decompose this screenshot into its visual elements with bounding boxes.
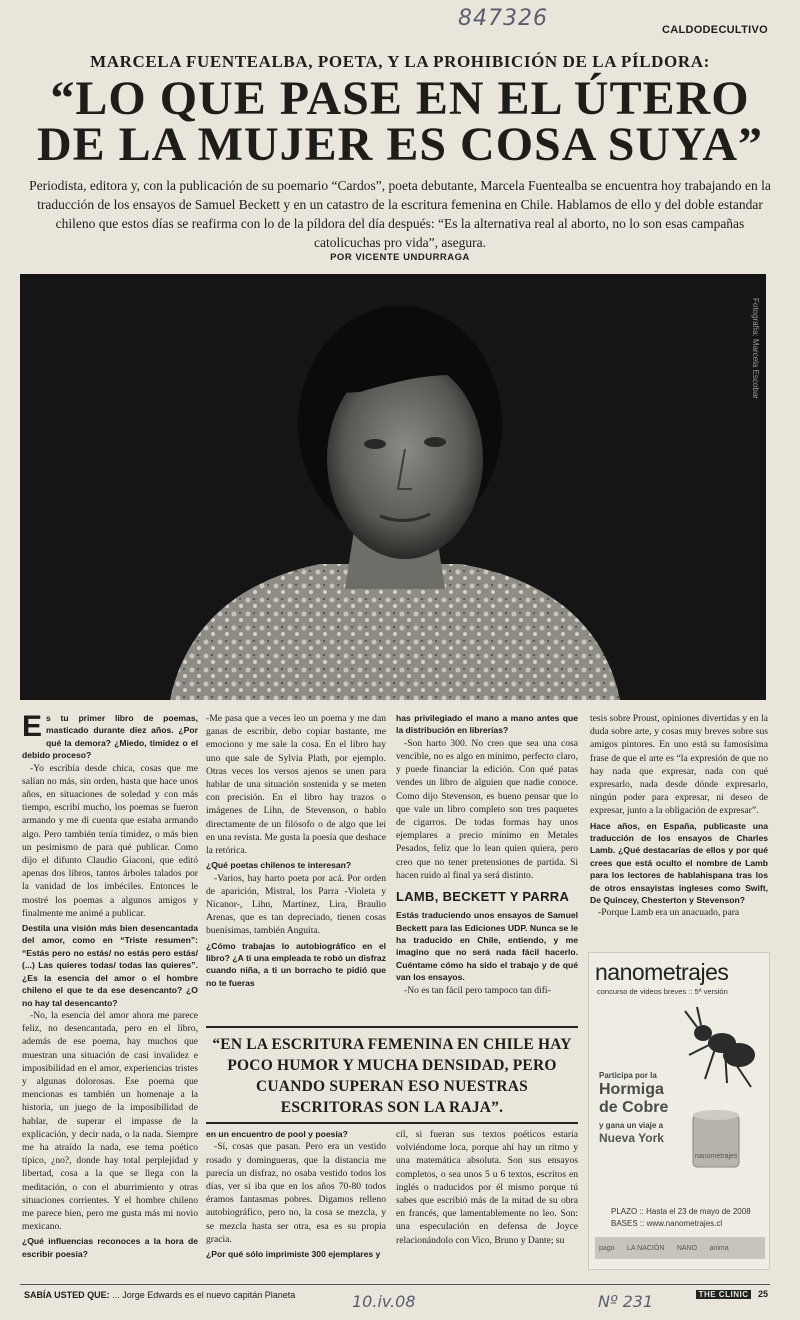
photo-credit: Fotografía: Marcela Escobar <box>751 298 760 399</box>
answer-7-lower: cil, si fueran sus textos poéticos estaría volviéndome loca, porque ahí hay un ritmo y una matemática absoluta. Son sus ensayos completos, o sea unos 5 u 6 textos, escritos en inglés o traducidos por él mismo porque tú sabes que escribió más de la mitad de su obra en francés, que lamentablemente no leo. Son: una especulación en defensa de Joyce relacionándolo con Vico, Bruno y Dante; su <box>396 1129 578 1246</box>
headline: “LO QUE PASE EN EL ÚTERO DE LA MUJER ES COSA SUYA” <box>36 72 764 171</box>
answer-6: -Son harto 300. No creo que sea una cosa vencible, no es algo en mínimo, perfecto claro, y puede financiar la edición. Con qué patas vendes un libro de alguien que nadie conoce. Como dijo Stevenson, es bueno pensar que lo que vale un libro completo son tres paquetes de cigarros. De todas formas hay unos ejemplares a precio mínimo en Metales Pesados, feliz que lo lean quien quiera, pero creo que no tener pretensiones de partida. Si hacen ruido al final ya será distinto. <box>396 737 578 881</box>
footer-trivia <box>24 1290 295 1300</box>
footer-masthead <box>696 1289 768 1299</box>
ad-trip-text: y gana un viaje a <box>599 1121 664 1130</box>
lede: Periodista, editora y, con la publicación de su poemario “Cardos”, poeta debutante, Marcela Fuentealba se encuentra hoy trabajando en la traducción de los ensayos de Samuel Beckett y en un catastro de la escritura femenina en Chile. Hablamos de ello y del doble estandar chileno que estos días se reafirma con lo de la píldora del día después: “Es la alternativa real al aborto, no lo son esas campañas catolicuchas pro vida”, asegura. <box>29 178 771 250</box>
ad-destination: Nueva York <box>599 1131 664 1145</box>
ad-subtitle: concurso de videos breves :: 5ª versión <box>597 987 728 996</box>
byline: POR VICENTE UNDURRAGA <box>330 252 470 263</box>
kicker: MARCELA FUENTEALBA, POETA, Y LA PROHIBICIÓN DE LA PÍLDORA: <box>90 52 710 71</box>
handwritten-archive-number: 847326 <box>458 6 548 31</box>
answer-7: -No es tan fácil pero tampoco tan difí- <box>404 984 551 996</box>
sponsor-logo: pago <box>599 1245 615 1252</box>
article-column-2-lower <box>206 1128 386 1260</box>
answer-1: -Yo escribía desde chica, cosas que me salían no más, sin orden, hasta que hace unos años, en situaciones de soledad y con más tiempo, escribí mucho, los poemas se fueron armando y me di cuenta que estaba armando algo. Pero también tenía timidez, o más bien un pesimismo de para qué publicar. Como dijo el difunto Claudio Giaconi, que editó apenas dos libros, tantos árboles talados por la vanidad de los imbéciles. Entonces le mostré los poemas a algunos amigos y finalmente me animé a publicar. <box>22 762 198 919</box>
ad-participa: Participa por la <box>599 1071 657 1080</box>
question-5-continued: en un encuentro de pool y poesía? <box>206 1129 348 1139</box>
dropcap: E <box>22 710 43 743</box>
portrait-photo <box>20 274 766 700</box>
question-6-continued: has privilegiado el mano a mano antes que la distribución en librerías? <box>396 713 578 736</box>
pull-quote: “EN LA ESCRITURA FEMENINA EN CHILE HAY POCO HUMOR Y MUCHA DENSIDAD, PERO CUANDO SUPERAN ESO NUESTRAS ESCRITORAS SON LA RAJA”. <box>206 1026 578 1124</box>
answer-8: -Porque Lamb era un anacuado, para <box>598 907 740 919</box>
footer-rule <box>20 1284 770 1285</box>
question-4: ¿Qué poetas chilenos te interesan? <box>206 860 352 871</box>
sponsor-logo: LA NACIÓN <box>627 1245 665 1252</box>
answer-5: -Sí, cosas que pasan. Pero era un vestido rosado y domingueras, que la distancia me parecía un disfraz, no osaba vestido todos los días, ver si iba que en los años 70-80 todos éramos fantasmas pobres. Digamos relleno autobiográfico, pero no, la cosa se mezcla, y se mezcla hasta ser otra, esa es su propia gracia. <box>206 1141 386 1245</box>
article-column-2 <box>206 712 386 989</box>
article-column-3 <box>396 712 578 997</box>
sponsor-logo: anima <box>709 1245 729 1252</box>
ad-trophy-label: nanometrajes <box>695 1153 738 1160</box>
question-1: Es tu primer libro de poemas, masticado durante diez años. ¿Por qué la demora? ¿Miedo, timidez o el debido proceso? <box>22 710 198 761</box>
question-7: Estás traduciendo unos ensayos de Samuel Beckett para las Ediciones UDP. Nunca se le ha traducido en Chile, entiendo, y me imagino que no será nada fácil hacerlo. Cuéntame cómo ha sido el trabajo y de qué van los ensayos. <box>396 910 578 983</box>
ad-prize-name: Hormiga de Cobre <box>599 1081 669 1116</box>
ad-deadline: PLAZO :: Hasta el 23 de mayo de 2008 <box>611 1207 751 1216</box>
question-8: Hace años, en España, publicaste una traducción de los ensayos de Charles Lamb. ¿Qué destacarías de ellos y por qué crees que está oculto el nombre de Lamb para los lectores de hablahispana tras los de otros ensayistas ingleses como Swift, De Quincey, Chesterton y Stevenson? <box>590 820 768 906</box>
question-2: Destila una visión más bien desencantada del amor, como en “Triste resumen”: “Estás pero no estás/ no estás pero estás/ (...) Las quieres todas/ todas las quieres”. ¿Es la esencia del amor o el hombre chileno el que te da ese desencanto? ¿O no hay tal desencanto? <box>22 923 198 1008</box>
footer-trivia-label: SABÍA USTED QUE: <box>24 1290 110 1300</box>
question-3: ¿Qué influencias reconoces a la hora de escribir poesía? <box>22 1236 198 1259</box>
portrait-illustration <box>20 274 766 700</box>
answer-4: -Varios, hay harto poeta por acá. Por orden de aparición, Mistral, los Parra -Violeta y Nicanor-, Lihn, Martínez, Lira, Braulio Arenas, que es tan depreciado, tienen cosas buenísimas, también Anguita. <box>206 872 386 937</box>
answer-7-continued: tesis sobre Proust, opiniones divertidas y en la duda sobre arte, y cosas muy breves sobre sus amigos pintores. En uno está su famosísima frase de que el arte es “la expresión de que no hay nada que expresar, nada con qué expresarlo, nada desde dónde expresarlo, ningún poder para expresar, ni deseo de expresar, junto a la obligación de expresar”. <box>590 713 768 817</box>
question-6: ¿Por qué sólo imprimiste 300 ejemplares y <box>206 1249 381 1260</box>
article-column-1 <box>22 712 198 1260</box>
question-5: ¿Cómo trabajas lo autobiográfico en el libro? ¿A ti una empleada te robó un disfraz cuando niña, a ti un borracho te pidió que no te fueras <box>206 940 386 988</box>
subheading: LAMB, BECKETT Y PARRA <box>396 889 570 905</box>
ad-brand: nanometrajes <box>595 959 729 985</box>
sponsor-logo: NANO <box>676 1245 698 1252</box>
page-number: 25 <box>757 1289 768 1299</box>
handwritten-page-note: Nº 231 <box>598 1292 654 1311</box>
handwritten-date: 10.iv.08 <box>352 1292 416 1311</box>
article-column-3-lower <box>396 1128 578 1247</box>
ad-rules-url: BASES :: www.nanometrajes.cl <box>611 1219 723 1228</box>
article-column-4 <box>590 712 768 920</box>
answer-2: -No, la esencia del amor ahora me parece feliz, no desencantada, pero en el libro, además de ese poema, hay muchos que muestran una situación de casi invalidez e imposibilidad en el amor, experiencias tristes y algunas dolorosas. Ese poema que mencionas es también un homenaje a la historia, un juego de la imposibilidad de hablar, de superar el impasse de la explicación, y decir nada, o la nada. Siempre me ha atraído la nada, ese tema poético típico, ¿no?, donde hay total perplejidad y libertad, cosa a la que se llega con la meditación, o con el aburrimiento y otras situaciones corrientes. Y el hombre chileno me parece bien, pero me gusta más mi novio mexicano. <box>22 1009 198 1233</box>
answer-3: -Me pasa que a veces leo un poema y me dan ganas de escribir, debo copiar bastante, me emociono y me sale la cosa. En el libro hay uno que sale de Sylvia Plath, por ejemplo. Otras veces los versos ajenos se unen para hablar de una situación sostenida y se meten con precisión. En el libro hay trazos o imágenes de Lihn, de Stevenson, o hablo directamente de un filósofo o de algo que leí en una revista. Me gusta la poesía que deshace la retórica. <box>206 713 386 857</box>
section-tag: CALDODECULTIVO <box>661 24 768 36</box>
nanometrajes-advertisement <box>588 952 770 1270</box>
footer-trivia-text: ... Jorge Edwards es el nuevo capitán Planeta <box>112 1290 296 1300</box>
masthead-logo: THE CLINIC <box>696 1290 752 1299</box>
ad-sponsor-logos <box>595 1237 765 1259</box>
